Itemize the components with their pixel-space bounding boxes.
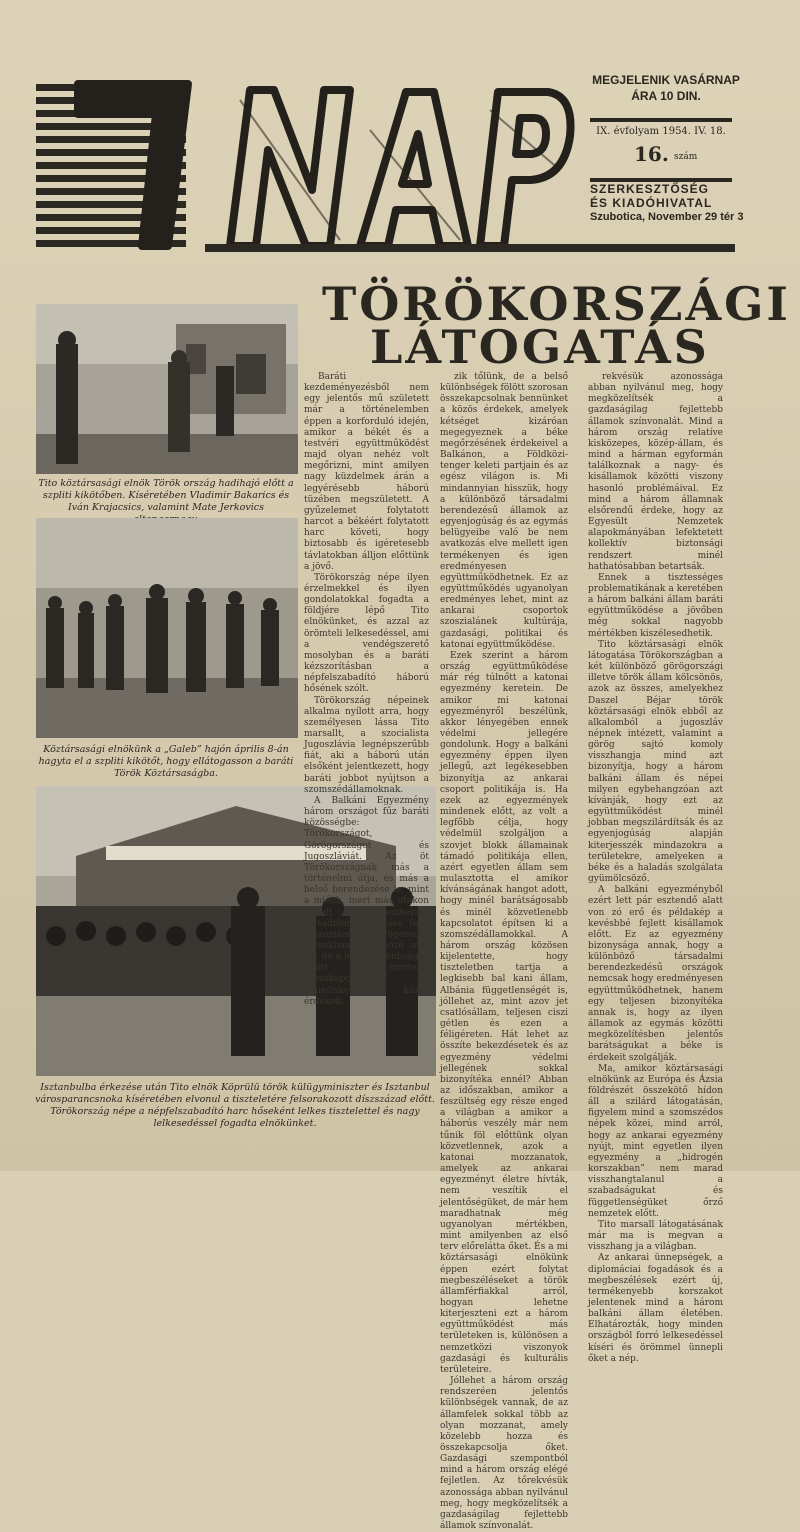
editorial-office bbox=[590, 182, 750, 224]
masthead-rule bbox=[205, 244, 735, 252]
article-column-3 bbox=[588, 372, 723, 1364]
editorial-line1: SZERKESZTŐSÉG bbox=[590, 182, 710, 196]
article-paragraph: Baráti kezdeményezésből nem egy jelentős mű született már a történelemben éppen a korforduló idején, amikor a békét és a testvéri együttműködést majd olyan nehéz volt megőrizni, mint amilyen nagy küzdelmek árán a legyérésebb háború tüzében megszületett. A gyűzelemet folytatott harcot a békéért folytatott harc követi, hogy biztosabb és igéretesebb távlatokban álljon előttünk a jövő. bbox=[304, 372, 429, 572]
issue-info: IX. évfolyam 1954. IV. 18. bbox=[596, 126, 726, 137]
photo-tito-at-pier bbox=[36, 304, 298, 474]
issue-number: 16. bbox=[634, 142, 669, 166]
article-paragraph: Tito köztársasági elnök látogatása Törökországban a két különböző görögországi illetve török állam kölcsönös, azok az összes, amelyekhez Daszel Béjar török köztársasági elnök ebből az alkalomból a jugoszláv népnek intézett, valamint a görög sajtó komoly visszhangja mind azt bizonyítja, hogy a három balkáni állam és népei milyen egybehangzóan azt kívánják, hogy ezt az együttműködést minél jobban megszilárdítsák és az egyenjogúság alapján kiterjesszék mindazokra a területekre, amelyeken a béke és a haladás szolgálata gyümölcsöző. bbox=[588, 639, 723, 885]
article-paragraph: Ezek szerint a három ország együttműködése már rég túlnőtt a katonai egyezmény keretein. De amikor mi katonai egyezményről beszélünk, akkor lényegében ennek védelmi jellegére gondolunk. Hogy a balkáni egyezmény éppen ilyen jellegű, azt legékesebben bizonyítja az ankarai csoport politikája is. Ha ezek az egyezmények mindenek előtt, az volt a legfőbb célja, hogy védelmül szolgáljon a szovjet blokk államainak támadó politikája ellen, azért egyetlen állam sem mulasztotta el amikor kívánságának hangot adott, hogy minél barátságosabb és minél közvetlenebb kapcsolatot építsen ki a szomszédállamokkal. A három ország közösen kijelentette, hogy tiszteletben tartja a legkisebb bal kani állam, Albánia függetlenségét is, jóllehet az, mint azov jet csatlósállam, teljesen ciszi gétlen és ezen a féligéreten. Hát lehet az összíte bekezdésetek és az egyezmény védelmi jellegének sokkal bizonyítéka ennél? Abban az időszakban, amikor a feszültség egy része enged a világban a amikor a háborús veszély már nem tűnik föl előttünk olyan közvetlennek, azok a katonai mozzanatok, amelyek az ankarai egyezményt életre hívták, nem veszítik el jelentőségüket, de már hem maradhatnak még ugyanolyan mértékben, mint amilyenben az első terv előrelátta őket. És a mi köztársasági elnökünk éppen ezért folytat megbeszéléseket a török államférfiakkal arról, hogyan lehetne kiterjeszteni ezt a három együttműködést más területeken is, különösen a nemzetközi viszonyok gazdasági és kulturális területeire. bbox=[440, 650, 568, 1375]
article-paragraph: Ennek a tisztességes problematikának a keretében a három balkáni állam baráti együttműködése a jövőben még sokkal nagyobb mértékben kiszélesedhetik. bbox=[588, 572, 723, 639]
issue-box bbox=[590, 118, 732, 182]
caption-photo1: Tito köztársasági elnök Török ország hadihajó előtt a szpliti kikötőben. Kíséretében Vladimir Bakarics és Iván Krajacsics, valamint Mate Jerkovics bbox=[38, 478, 294, 513]
headline-line1: TÖRÖKORSZÁGI bbox=[322, 277, 791, 331]
editorial-line2: ÉS KIADÓHIVATAL bbox=[590, 196, 713, 210]
editorial-address: Szubotica, November 29 tér 3 bbox=[590, 211, 744, 223]
article-paragraph: A balkáni egyezményből ezért lett pár esztendő alatt von zó erő és példakép a kevésbbé fejlett kisállamok előtt. Ez az egyezmény bizonysága annak, hogy a különböző társadalmi berendezkedésű országok nemcsak hogy eredményesen együttműködhetnek, hanem egy teljesen bizonyítéka annak is, hogy az ilyen államok az egymás közötti megközelítésben jelentős barátságukat a béke is érdekeit szolgálják. bbox=[588, 885, 723, 1063]
price: ÁRA 10 DIN. bbox=[631, 89, 701, 103]
article-paragraph: Törökország népeinek alkalma nyílott arra, hogy személyesen lássa Tito marsallt, a szocialista Jugoszlávia legnépszerűbb fiát, aki a háború után elsőként jelentkezett, hogy baráti jobbot nyújtson a szomszédállamoknak. bbox=[304, 695, 429, 795]
article-paragraph: A Balkáni Egyezmény három országot fűz baráti közösségbe: Törökországot, Görögországot és Jugoszláviát. Az öt Törökországnak más a történelmi útja, és más a belső berendezése is, mint a miénk, mert más utakon haladt egy emberibb társadalom kiépítése felé. A szomszédos Görögország is sokban különböző utat jár, de a belső különbségek fölött szorosan összekapcsolnak bennünket a közös érdekek. bbox=[304, 795, 429, 1007]
article-paragraph: Ma, amikor köztársasági elnökünk az Európa és Ázsia földrészét összekötő hídon áll a szilárd látogatásán, figyelem mind a szomszédos népek közei, mind arról, hogy az ankarai egyezmény nyújt, mint egyetlen ilyen egyezmény a „hidrogén korszakban” nem marad visszhangtalanul a szabadságukat és függetlenségüket őrző nemzetek előtt. bbox=[588, 1063, 723, 1219]
masthead-logo bbox=[60, 70, 580, 260]
article-paragraph: Az ankarai ünnepségek, a diplomáciai fogadások és a megbeszélések ezért új, termékenyebb korszakot jelentenek mind a három balkáni állam életében. Elhatározták, hogy minden országból forró lelkesedéssel kíséri és örömmel ünnepli őket a nép. bbox=[588, 1253, 723, 1364]
photo-galeb-departure bbox=[36, 518, 298, 738]
article-paragraph: Jóllehet a három ország rendszeréen jelentős különbségek vannak, de az államfelek sokkal több az olyan mozzanat, amely közelebb hozza és összekapcsolja őket. Gazdasági szempontból mind a három ország elégé fejletlen. Az tőrekvésük azonossága abban nyilvánul meg, hogy megközelítsék a gazdaságilag fejlettebb államok színvonalát. bbox=[440, 1376, 568, 1532]
publication-info bbox=[586, 72, 746, 104]
caption-photo2: Köztársasági elnökünk a „Galeb” hajón április 8-án hagyta el a szpliti kikötőt, hogy ellátogasson a baráti Török Köztársaságba. bbox=[38, 744, 294, 779]
article-column-1 bbox=[304, 372, 429, 1132]
headline-line2: LÁTOGATÁS bbox=[370, 320, 710, 374]
published-day: MEGJELENIK VASÁRNAP bbox=[592, 73, 740, 87]
article-paragraph: rekvésük azonossága abban nyilvánul meg, hogy megközelítsék a gazdaságilag fejlettebb államok színvonalát. Mind a három ország relatíve kisközepes, közép-állam, és mind a hárman egyformán találkoznak a nagy- és kisállamok közötti viszony hasonló problémáival. Ez mind a három államnak elsőrendű érdeke, hogy az Egyesült Nemzetek alapokmányában lefektetett kollektív biztonsági rendszert minél hathatósabban betartsák. bbox=[588, 372, 723, 572]
caption-photo3: Isztanbulba érkezése után Tito elnök Köprülü török külügyminiszter és Isztanbul városparancsnoka kíséretében elvonul a tiszteletére felsorakozott díszszázad előtt. Törökország népe a népfelszabadító harc hőseként lelkes tisztelettel és nagy lelkesedéssel fogadta elnökünket. bbox=[35, 1082, 435, 1129]
article-paragraph: Tito marsall látogatásának már ma is megvan a visszhang ja a világban. bbox=[588, 1219, 723, 1253]
article-paragraph: zik tőlünk, de a belső különbségek fölött szorosan összekapcsolnak bennünket a közös érdekek, amelyek kétséget kizáróan megegyeznek a béke megőrzésének érdekeivel a Balkánon, a Földközi-tenger keleti partjain és az egész világon is. Mi mindannyian hisszük, hogy a különböző társadalmi berendezésű államok az egyenjogúság és az egymás belügyeibe való be nem avatkozás elve mellett igen termékenyen és igen eredményesen együttműködhetnek. Ez az együttműködés ugyanolyan eredményes lehet, mint az ankarai csoportok szoszialánek kultúrája, gazdasági, politikai és katonai együttműködése. bbox=[440, 372, 568, 650]
issue-label: szám bbox=[674, 152, 698, 162]
article-column-2 bbox=[440, 372, 568, 1532]
article-paragraph: Törökország népe ilyen érzelmekkel és ilyen gondolatokkal fogadta a földjére lépő Tito elnökünket, és azzal az örömteli lelkesedéssel, ami a vendégszerető mosolyban és a baráti kézszorításban a népfelszabadító háború hősének szólt. bbox=[304, 572, 429, 695]
